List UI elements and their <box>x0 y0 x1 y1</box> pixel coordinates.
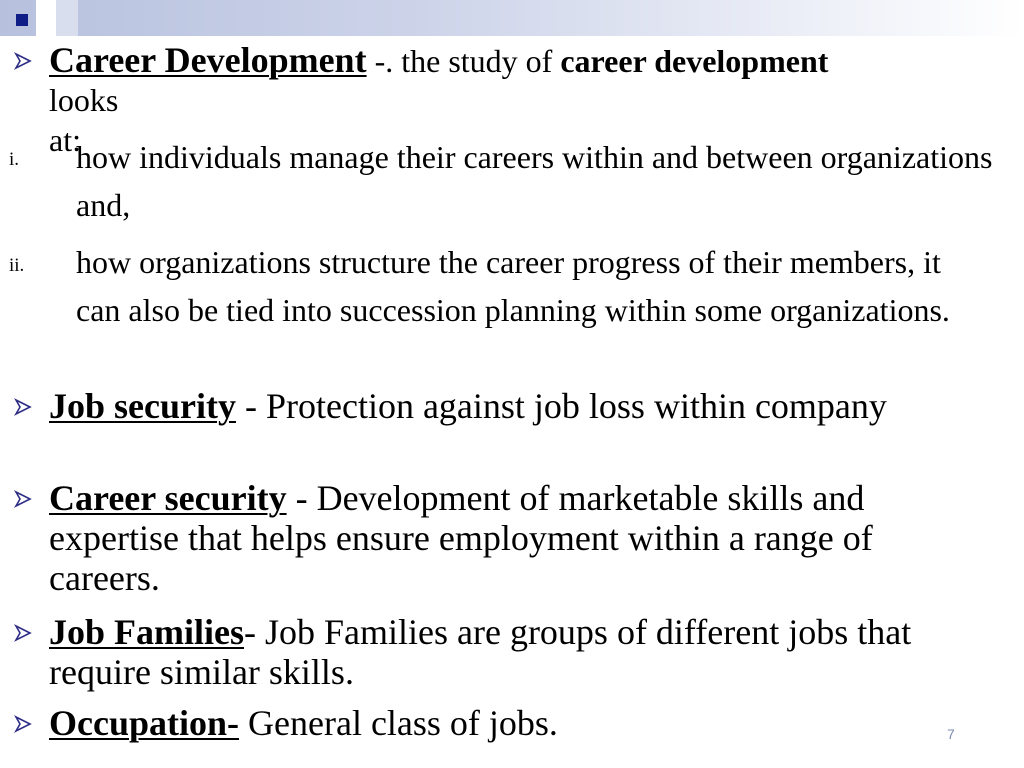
job-families-text <box>49 612 1019 692</box>
career-development-text <box>49 40 1019 81</box>
term-career-development: Career Development <box>49 40 367 80</box>
term-job-security: Job security <box>49 386 236 426</box>
career-development-bold: career development <box>560 43 829 79</box>
arrow-bullet-icon <box>14 715 32 733</box>
term-career-security: Career security <box>49 478 287 518</box>
career-development-looks-at: looks at: <box>49 82 119 158</box>
arrow-bullet-icon <box>14 398 32 416</box>
term-job-families: Job Families <box>49 612 244 652</box>
top-decorative-band <box>0 0 1024 36</box>
job-security-text <box>49 386 899 426</box>
occupation-text <box>49 703 899 743</box>
career-security-desc: - Development of marketable skills and expertise that helps ensure employment within a range of careers. <box>49 478 873 598</box>
occupation-desc: General class of jobs. <box>239 703 558 743</box>
sub-item-ii-text: how organizations structure the career progress of their members, it can also be tied into succession planning within some organizations. <box>76 244 950 328</box>
blue-square-decoration <box>16 14 28 26</box>
page-number: 7 <box>947 726 955 742</box>
job-families-desc: - Job Families are groups of different jobs that require similar skills. <box>49 612 912 692</box>
career-security-text <box>49 478 979 598</box>
roman-marker-ii: ii. <box>9 255 25 276</box>
career-development-intro: -. the study of <box>366 43 561 79</box>
sub-item-i-text: how individuals manage their careers within and between organizations and, <box>76 139 993 223</box>
light-square-decoration <box>56 0 78 36</box>
arrow-bullet-icon <box>14 52 32 70</box>
arrow-bullet-icon <box>14 490 32 508</box>
white-square-decoration <box>36 0 56 36</box>
arrow-bullet-icon <box>14 624 32 642</box>
term-occupation: Occupation- <box>49 703 240 743</box>
job-security-desc: - Protection against job loss within company <box>235 386 887 426</box>
roman-marker-i: i. <box>9 149 20 170</box>
